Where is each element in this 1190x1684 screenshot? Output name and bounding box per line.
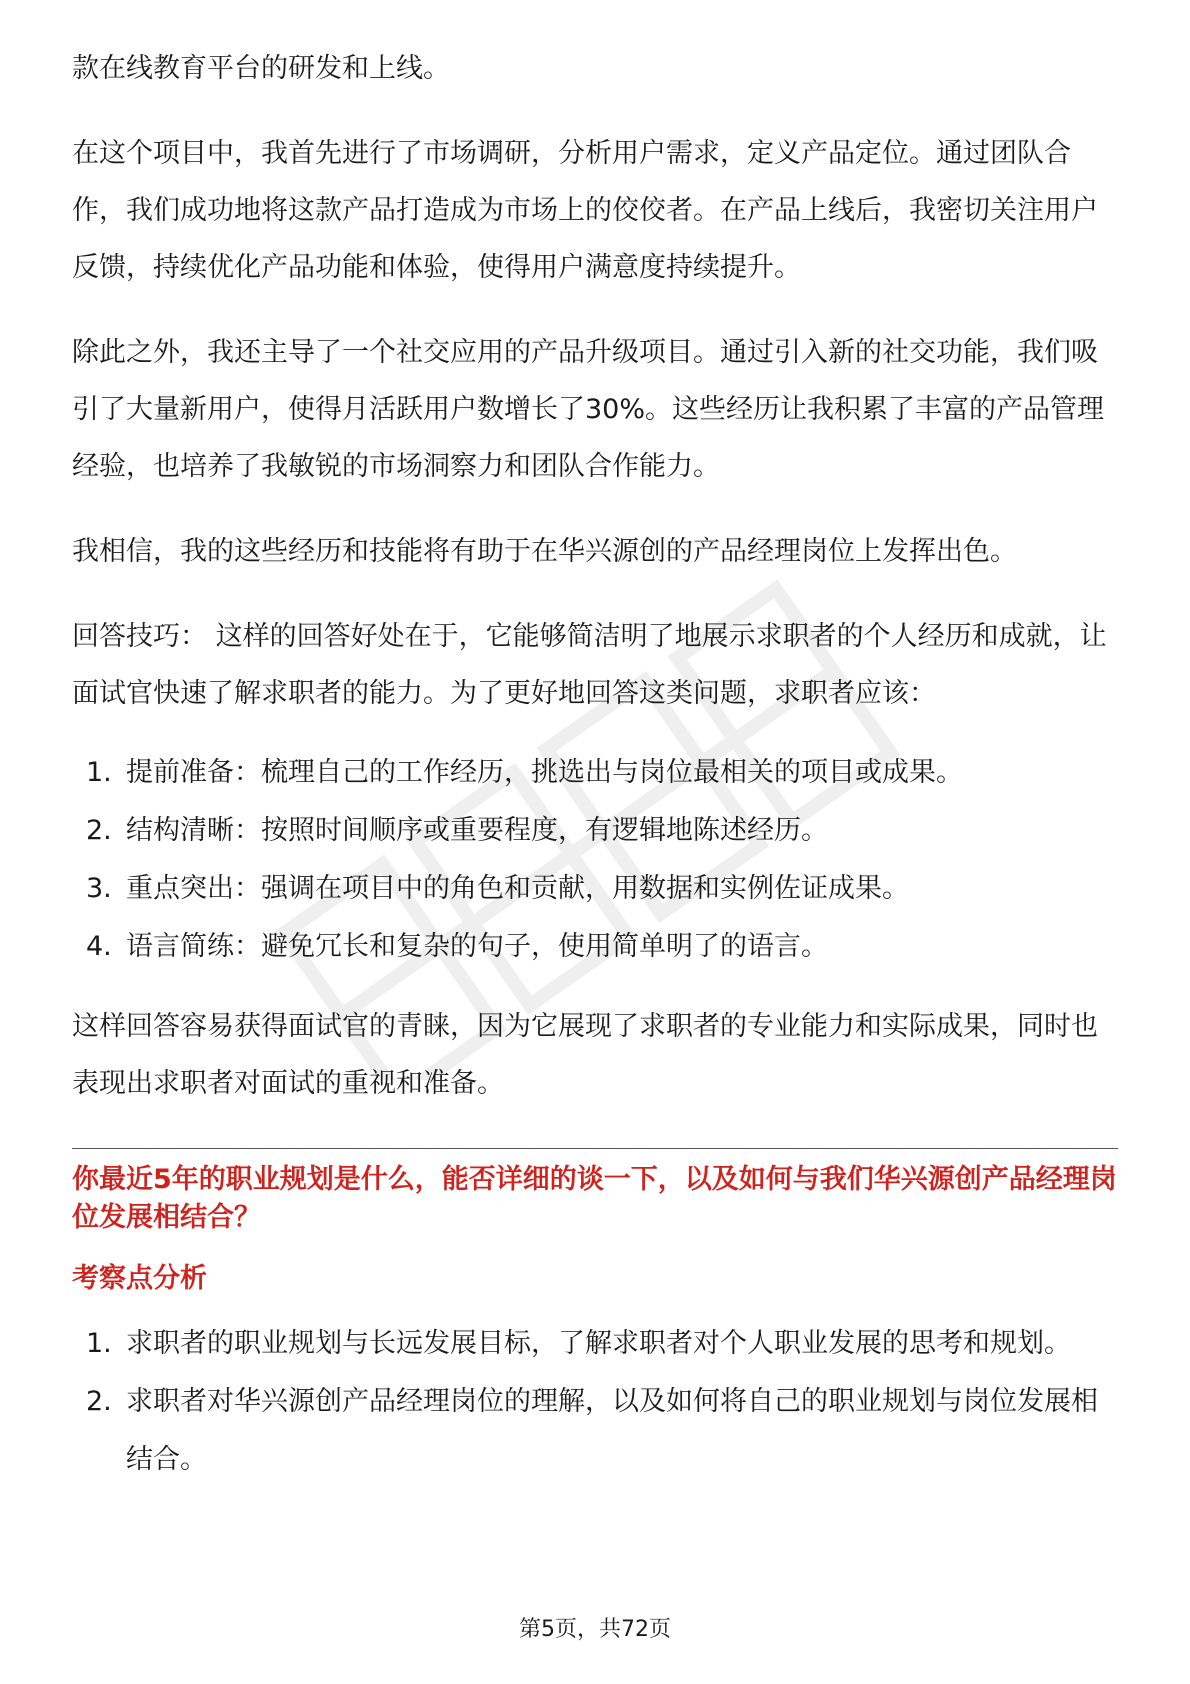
paragraph-continuation: 款在线教育平台的研发和上线。 — [72, 53, 450, 84]
list-item-number: 4. — [86, 931, 112, 962]
analysis-heading: 考察点分析 — [72, 1263, 207, 1294]
list-item-number: 1. — [86, 757, 112, 788]
list-item — [72, 1373, 1118, 1489]
list-item — [72, 802, 1118, 860]
list-item — [72, 860, 1118, 918]
list-item-number: 2. — [86, 1386, 112, 1417]
list-item — [72, 744, 1118, 802]
document-page — [72, 40, 1118, 1489]
list-item-text: 提前准备：梳理自己的工作经历，挑选出与岗位最相关的项目或成果。 — [126, 757, 963, 788]
page-footer: 第5页，共72页 — [519, 1617, 671, 1642]
list-item-text: 求职者的职业规划与长远发展目标，了解求职者对个人职业发展的思考和规划。 — [126, 1328, 1071, 1359]
list-item-text: 语言简练：避免冗长和复杂的句子，使用简单明了的语言。 — [126, 931, 828, 962]
list-item-number: 2. — [86, 815, 112, 846]
list-item-text: 结构清晰：按照时间顺序或重要程度，有逻辑地陈述经历。 — [126, 815, 828, 846]
interview-question: 你最近5年的职业规划是什么，能否详细的谈一下，以及如何与我们华兴源创产品经理岗位发展相结合？ — [72, 1164, 1117, 1233]
list-item-number: 1. — [86, 1328, 112, 1359]
paragraph-social-app: 除此之外，我还主导了一个社交应用的产品升级项目。通过引入新的社交功能，我们吸引了大量新用户，使得月活跃用户数增长了30%。这些经历让我积累了丰富的产品管理经验，也培养了我敏锐的市场洞察力和团队合作能力。 — [72, 337, 1105, 482]
paragraph-project: 在这个项目中，我首先进行了市场调研，分析用户需求，定义产品定位。通过团队合作，我们成功地将这款产品打造成为市场上的佼佼者。在产品上线后，我密切关注用户反馈，持续优化产品功能和体验，使得用户满意度持续提升。 — [72, 138, 1098, 283]
paragraph-conclusion: 我相信，我的这些经历和技能将有助于在华兴源创的产品经理岗位上发挥出色。 — [72, 536, 1017, 567]
list-item-text: 求职者对华兴源创产品经理岗位的理解，以及如何将自己的职业规划与岗位发展相结合。 — [126, 1386, 1098, 1475]
list-item-number: 3. — [86, 873, 112, 904]
list-item-text: 重点突出：强调在项目中的角色和贡献，用数据和实例佐证成果。 — [126, 873, 909, 904]
section-divider — [72, 1148, 1118, 1149]
paragraph-closing: 这样回答容易获得面试官的青睐，因为它展现了求职者的专业能力和实际成果，同时也表现出求职者对面试的重视和准备。 — [72, 1011, 1098, 1099]
tips-list — [72, 744, 1118, 976]
analysis-list — [72, 1315, 1118, 1489]
paragraph-answer-tips: 回答技巧： 这样的回答好处在于，它能够简洁明了地展示求职者的个人经历和成就，让面试官快速了解求职者的能力。为了更好地回答这类问题，求职者应该： — [72, 621, 1107, 709]
list-item — [72, 1315, 1118, 1373]
list-item — [72, 918, 1118, 976]
